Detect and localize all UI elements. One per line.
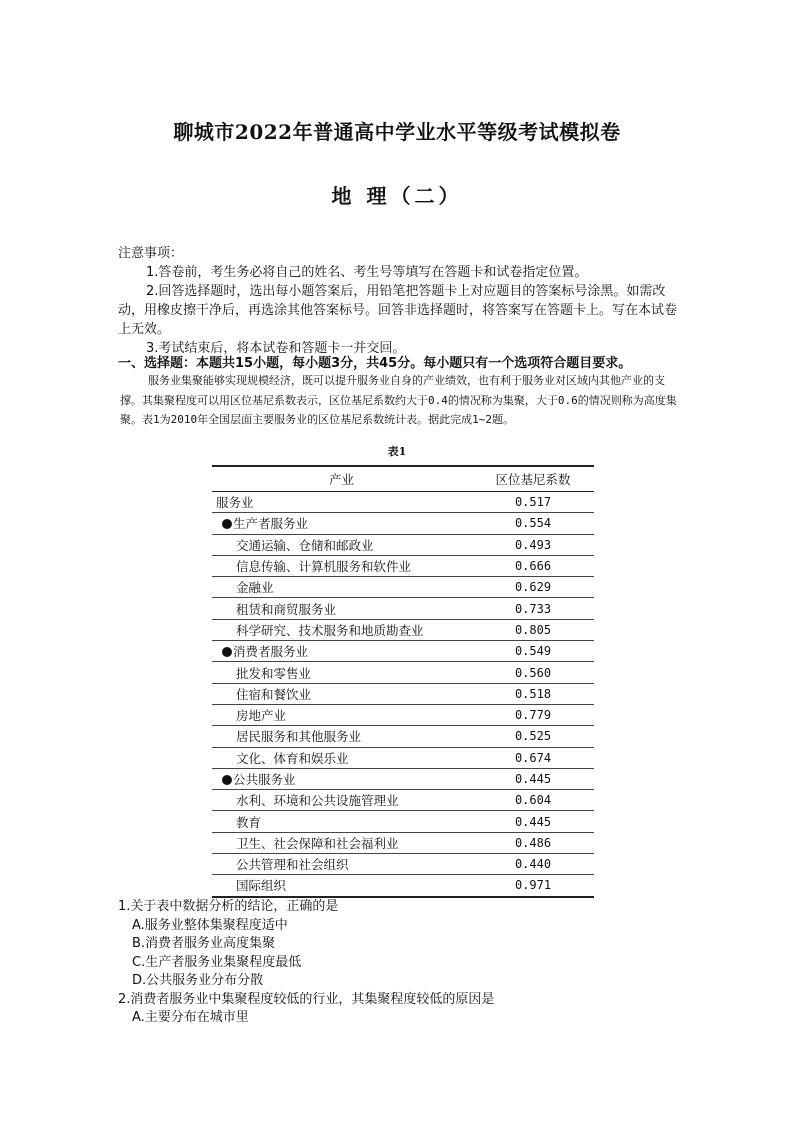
industry-name: 金融业	[212, 577, 472, 598]
gini-value: 0.733	[472, 598, 594, 619]
table-row	[212, 641, 594, 662]
industry-name: 信息传输、计算机服务和软件业	[212, 555, 472, 576]
gini-value: 0.604	[472, 790, 594, 811]
question-stem: 1.关于表中数据分析的结论，正确的是	[118, 899, 339, 914]
industry-name: 住宿和餐饮业	[212, 683, 472, 704]
table-row	[212, 747, 594, 768]
industry-name: 生产者服务业	[233, 516, 309, 532]
gini-value: 0.440	[472, 854, 594, 875]
industry-name: 消费者服务业	[233, 644, 309, 660]
table-row	[212, 555, 594, 576]
table-caption: 表1	[387, 445, 407, 458]
section-title: 一、选择题：本题共15小题，每小题3分，共45分。每小题只有一个选项符合题目要求。	[118, 356, 632, 371]
note-item: 3.考试结束后，将本试卷和答题卡一并交回。	[146, 341, 406, 356]
passage-text: 服务业集聚能够实现规模经济，既可以提升服务业自身的产业绩效，也有利于服务业对区域内其他产业的支撑。其集聚程度可以用区位基尼系数表示，区位基尼系数约大于0.4的情况称为集聚，大于0.6的情况则称为高度集聚。表1为2010年全国层面主要服务业的区位基尼系数统计表。据此完成1~2题。	[120, 374, 677, 426]
question-option: A.服务业整体集聚程度适中	[132, 917, 288, 933]
gini-value: 0.779	[472, 704, 594, 725]
gini-value: 0.517	[472, 492, 594, 513]
table-row	[212, 875, 594, 897]
questions-block	[118, 898, 688, 1028]
gini-value: 0.666	[472, 555, 594, 576]
gini-table	[212, 465, 594, 898]
question-option: B.消费者服务业高度集聚	[132, 936, 276, 951]
gini-value: 0.486	[472, 832, 594, 853]
industry-name: 公共管理和社会组织	[212, 854, 472, 875]
table-row	[212, 854, 594, 875]
bullet-icon	[222, 519, 232, 529]
table-row	[212, 577, 594, 598]
table-header-row	[212, 466, 594, 492]
gini-value: 0.549	[472, 641, 594, 662]
header-industry: 产业	[212, 466, 472, 492]
gini-value: 0.805	[472, 619, 594, 640]
question-stem: 2.消费者服务业中集聚程度较低的行业，其集聚程度较低的原因是	[118, 991, 495, 1007]
industry-name: 房地产业	[212, 704, 472, 725]
industry-name: 卫生、社会保障和社会福利业	[212, 832, 472, 853]
industry-name: 批发和零售业	[212, 662, 472, 683]
table-row	[212, 534, 594, 555]
gini-value: 0.518	[472, 683, 594, 704]
table-row	[212, 619, 594, 640]
notes-heading: 注意事项：	[118, 246, 184, 261]
table-row	[212, 492, 594, 513]
table-row	[212, 598, 594, 619]
gini-value: 0.445	[472, 811, 594, 832]
table-row	[212, 811, 594, 832]
note-item: 2.回答选择题时，选出每小题答案后，用铅笔把答题卡上对应题目的答案标号涂黑。如需改动，用橡皮擦干净后，再选涂其他答案标号。回答非选择题时，将答案写在答题卡上。写在本试卷上无效。	[118, 284, 678, 337]
industry-name: 交通运输、仓储和邮政业	[212, 534, 472, 555]
table-row	[212, 726, 594, 747]
industry-name: 教育	[212, 811, 472, 832]
table-row	[212, 662, 594, 683]
industry-name: 文化、体育和娱乐业	[212, 747, 472, 768]
page-subtitle: 地 理（二）	[331, 184, 463, 208]
industry-name: 服务业	[212, 492, 472, 513]
table-row	[212, 683, 594, 704]
question-option: A.主要分布在城市里	[132, 1010, 249, 1025]
gini-value: 0.525	[472, 726, 594, 747]
header-value: 区位基尼系数	[472, 466, 594, 492]
table-row	[212, 790, 594, 811]
gini-value: 0.971	[472, 875, 594, 897]
gini-value: 0.629	[472, 577, 594, 598]
gini-value: 0.560	[472, 662, 594, 683]
industry-name: 租赁和商贸服务业	[212, 598, 472, 619]
question-option: C.生产者服务业集聚程度最低	[132, 954, 302, 970]
gini-value: 0.554	[472, 513, 594, 534]
industry-name: 国际组织	[212, 875, 472, 897]
note-item: 1.答卷前，考生务必将自己的姓名、考生号等填写在答题卡和试卷指定位置。	[146, 265, 588, 280]
gini-value: 0.493	[472, 534, 594, 555]
industry-name: 水利、环境和公共设施管理业	[212, 790, 472, 811]
gini-value: 0.445	[472, 768, 594, 789]
table-row	[212, 832, 594, 853]
table-row	[212, 704, 594, 725]
bullet-icon	[222, 647, 232, 657]
notes-block	[118, 244, 688, 358]
page-title: 聊城市2022年普通高中学业水平等级考试模拟卷	[173, 120, 621, 144]
gini-value: 0.674	[472, 747, 594, 768]
industry-name: 公共服务业	[233, 772, 296, 787]
table-row	[212, 768, 594, 789]
bullet-icon	[222, 775, 232, 785]
question-option: D.公共服务业分布分散	[132, 973, 264, 988]
industry-name: 科学研究、技术服务和地质勘查业	[212, 619, 472, 640]
table-row	[212, 513, 594, 534]
industry-name: 居民服务和其他服务业	[212, 726, 472, 747]
